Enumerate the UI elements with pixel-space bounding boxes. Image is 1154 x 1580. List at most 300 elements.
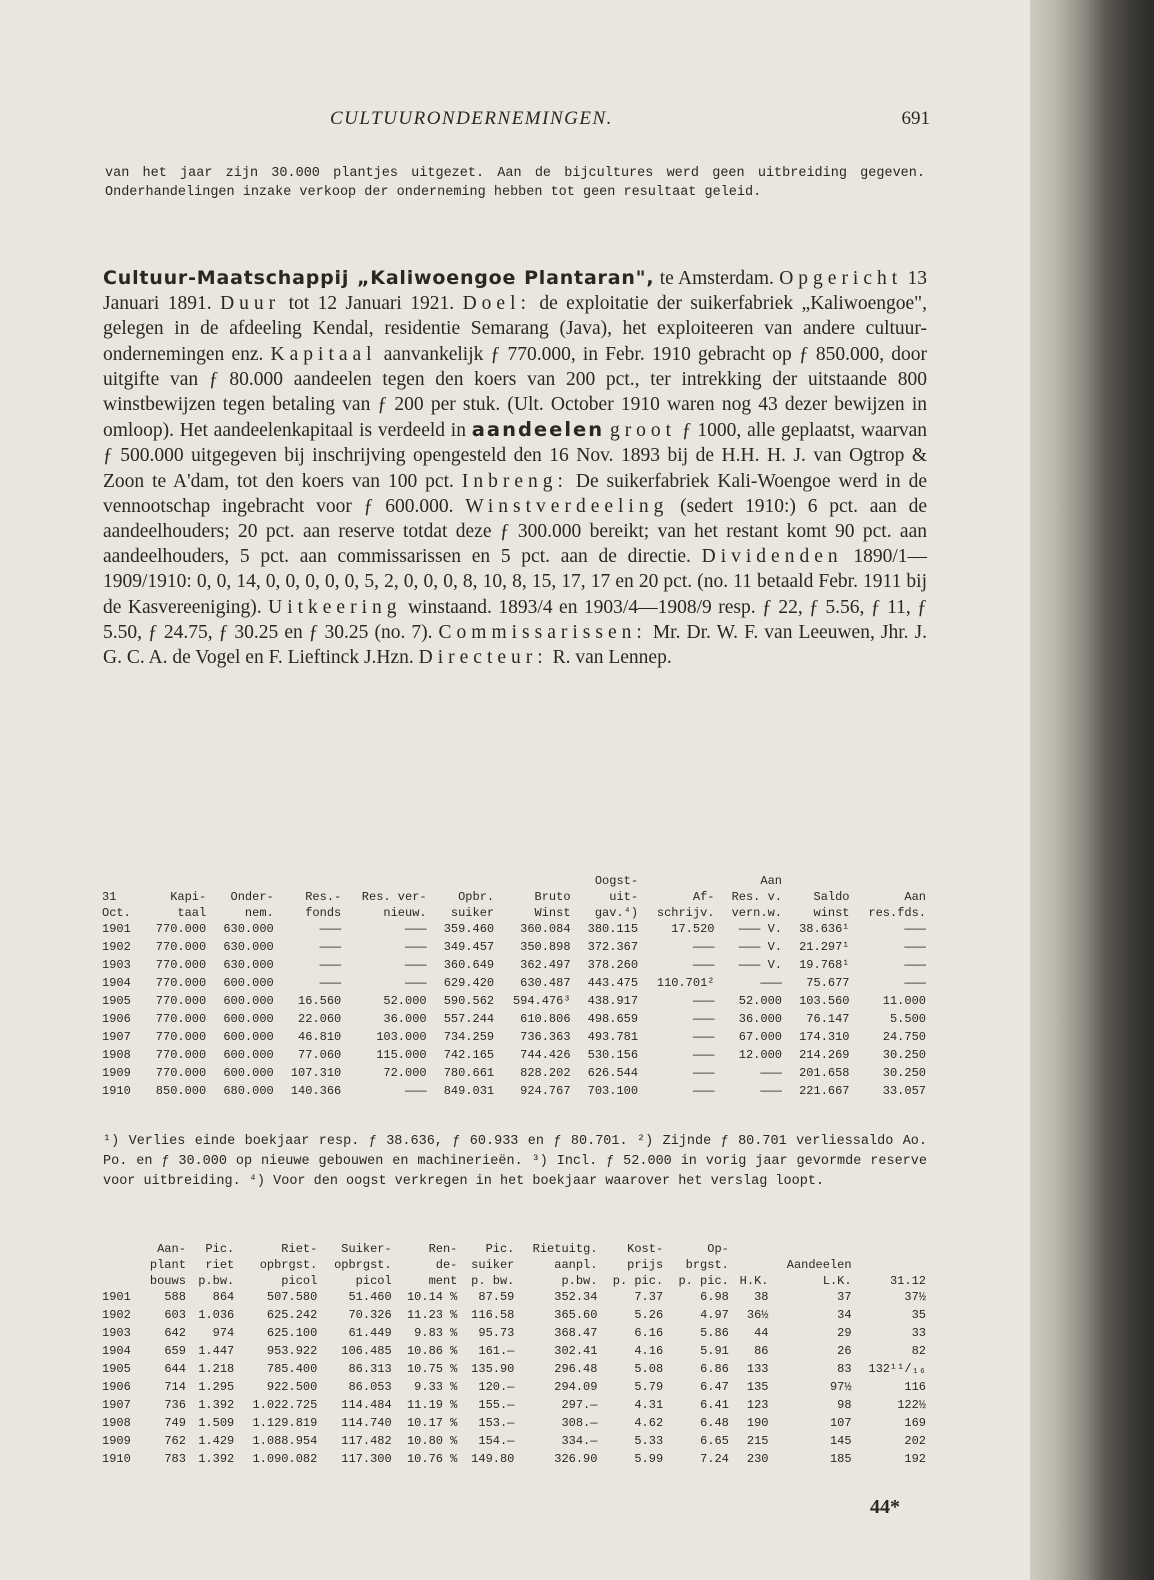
table-cell: 644 [164, 1362, 186, 1376]
column-header: Kost- [627, 1242, 664, 1256]
table-cell: 161.— [478, 1344, 515, 1358]
table-cell: ——— [904, 940, 926, 954]
table-cell: 4.31 [634, 1398, 664, 1412]
table-cell: 116 [904, 1380, 926, 1394]
table-cell: 24.750 [882, 1030, 926, 1044]
year-cell: 1906 [102, 1380, 131, 1394]
column-header: brgst. [685, 1258, 729, 1272]
table-row [100, 1306, 928, 1324]
column-header [640, 872, 716, 888]
table-cell: 749 [164, 1416, 186, 1430]
table-cell: ——— [692, 940, 715, 954]
table-cell: 11.19 % [406, 1398, 458, 1412]
table-cell: 135.90 [471, 1362, 515, 1376]
column-header: prijs [627, 1258, 664, 1272]
table-cell: 10.86 % [406, 1344, 458, 1358]
table-row [100, 1450, 928, 1468]
table-cell: 36½ [746, 1308, 769, 1322]
column-header: p. pic. [678, 1274, 729, 1288]
table-cell: ——— [904, 958, 926, 972]
column-header [731, 1256, 771, 1272]
table-cell: ——— [405, 940, 427, 954]
article-text: R. van Lennep. [547, 647, 672, 669]
table-cell: 849.031 [443, 1084, 495, 1098]
table-cell: 742.165 [443, 1048, 495, 1062]
table-cell: 625.242 [266, 1308, 318, 1322]
table-cell: ——— [319, 958, 342, 972]
table-row [100, 1432, 928, 1450]
table-cell: 115.000 [376, 1048, 427, 1062]
keyword-commissarissen: Commissarissen: [438, 621, 647, 643]
column-header: picol [355, 1274, 392, 1288]
table-row [100, 1414, 928, 1432]
company-article [103, 266, 927, 670]
table-cell: 378.260 [587, 958, 639, 972]
table-cell: 770.000 [155, 958, 207, 972]
table-cell: 7.24 [700, 1452, 729, 1466]
header-row [100, 872, 928, 888]
year-cell: 1904 [102, 976, 131, 990]
table-cell: 201.658 [799, 1066, 850, 1080]
table-cell: 140.366 [290, 1084, 342, 1098]
table-cell: ——— V. [738, 958, 782, 972]
table-row [100, 1342, 928, 1360]
table-cell: 114.484 [341, 1398, 392, 1412]
table-cell: 770.000 [155, 922, 207, 936]
table-cell: 590.562 [443, 994, 495, 1008]
table-cell: 365.60 [554, 1308, 598, 1322]
table-cell: 783 [164, 1452, 186, 1466]
column-header: Res. v. [731, 890, 782, 904]
column-header: Pic. [205, 1242, 235, 1256]
book-page-edge [1030, 0, 1154, 1580]
table-footnotes: ¹) Verlies einde boekjaar resp. ƒ 38.636, ƒ 60.933 en ƒ 80.701. ²) Zijnde ƒ 80.701 verliessaldo Ao. Po. en ƒ 30.000 op nieuwe gebouwen en machinerieën. ³) Incl. ƒ 52.000 in vorig jaar gevormde reserve voor uitbreiding. ⁴) Voor den oogst verkregen in het boekjaar waarover het verslag loopt. [103, 1134, 927, 1189]
table-cell: 117.482 [341, 1434, 392, 1448]
table-cell: 83 [837, 1362, 852, 1376]
column-header [770, 1240, 853, 1256]
column-header: Riet- [281, 1242, 318, 1256]
table-cell: 1.392 [198, 1452, 235, 1466]
table-cell: 34 [837, 1308, 852, 1322]
table-cell: 22.060 [298, 1012, 342, 1026]
table-cell: 1.509 [198, 1416, 235, 1430]
table-cell: 368.47 [554, 1326, 598, 1340]
column-header: Kapi- [170, 890, 207, 904]
table-cell: ——— [692, 1066, 715, 1080]
column-header: Oct. [102, 906, 131, 920]
column-header: L.K. [822, 1274, 852, 1288]
table-cell: 12.000 [738, 1048, 782, 1062]
table-cell: 744.426 [520, 1048, 571, 1062]
table-cell: 6.48 [700, 1416, 729, 1430]
table-cell: 5.26 [634, 1308, 664, 1322]
table-cell: 785.400 [266, 1362, 318, 1376]
table-cell: 1.090.082 [252, 1452, 318, 1466]
table-cell: 5.99 [634, 1452, 664, 1466]
table-cell: 360.649 [443, 958, 495, 972]
table-row [100, 1396, 928, 1414]
table-cell: 110.701² [656, 976, 715, 990]
keyword-directeur: Directeur: [418, 647, 548, 669]
table-cell: 770.000 [155, 1066, 207, 1080]
table-cell: 185 [829, 1452, 852, 1466]
table-cell: 1.022.725 [252, 1398, 318, 1412]
table-cell: 770.000 [155, 976, 207, 990]
column-header: Opbr. [458, 890, 495, 904]
table-cell: 36.000 [383, 1012, 427, 1026]
table-cell: ——— [904, 922, 926, 936]
table-cell: 7.37 [634, 1290, 664, 1304]
table-cell: 588 [164, 1290, 186, 1304]
table-cell: 780.661 [443, 1066, 495, 1080]
keyword-uitkeering: Uitkeering [268, 596, 402, 618]
table-cell: 600.000 [223, 1030, 274, 1044]
table-cell: 86 [754, 1344, 769, 1358]
table-row [100, 1324, 928, 1342]
column-header: gav.⁴) [594, 906, 639, 920]
table-cell: 864 [212, 1290, 235, 1304]
table-cell: ——— [319, 940, 342, 954]
keyword-inbreng: Inbreng: [461, 470, 568, 492]
table-cell: 5.500 [889, 1012, 926, 1026]
table-cell: 372.367 [587, 940, 639, 954]
column-header: schrijv. [656, 906, 715, 920]
column-header: p.bw. [198, 1274, 235, 1288]
column-header: opbrgst. [259, 1258, 318, 1272]
table-cell: 630.000 [223, 958, 274, 972]
table-cell: ——— [760, 1066, 782, 1080]
table-cell: 202 [904, 1434, 926, 1448]
table-cell: 114.740 [341, 1416, 392, 1430]
table-cell: 1.218 [198, 1362, 235, 1376]
table-cell: 770.000 [155, 1048, 207, 1062]
table-cell: 594.476³ [512, 994, 571, 1008]
column-header [100, 1240, 140, 1256]
year-cell: 1910 [102, 1452, 131, 1466]
column-header: riet [205, 1258, 235, 1272]
table-cell: 297.— [561, 1398, 598, 1412]
column-header: Res. ver- [361, 890, 427, 904]
table-cell: ——— [692, 1084, 715, 1098]
table-cell: 107 [829, 1416, 852, 1430]
table-cell: 498.659 [587, 1012, 639, 1026]
table-cell: 828.202 [520, 1066, 571, 1080]
column-header: suiker [450, 906, 495, 920]
table-cell: 5.91 [700, 1344, 729, 1358]
table-cell: 326.90 [554, 1452, 598, 1466]
article-text: 13 Januari 1891. [103, 268, 927, 315]
table-cell: 922.500 [266, 1380, 318, 1394]
table-cell: 21.297¹ [799, 940, 850, 954]
column-header: uit- [609, 890, 639, 904]
table-cell: 98 [837, 1398, 852, 1412]
table-row [100, 992, 928, 1010]
table-cell: 33 [911, 1326, 926, 1340]
table-cell: 630.487 [520, 976, 571, 990]
table-cell: 6.86 [700, 1362, 729, 1376]
table-cell: ——— [405, 1084, 427, 1098]
table-cell: 659 [164, 1344, 186, 1358]
table-row [100, 1028, 928, 1046]
table-cell: 736.363 [520, 1030, 571, 1044]
table-cell: ——— [692, 1030, 715, 1044]
article-text: (sedert 1910:) 6 pct. aan de aandeelhouders; 20 pct. aan reserve totdat deze ƒ 300.000 bereikt; van het restant komt 90 pct. aan aandeelhouders, 5 pct. aan commissarissen en 5 pct. aan de directie. [103, 495, 927, 568]
year-cell: 1907 [102, 1030, 131, 1044]
table-cell: 630.000 [223, 922, 274, 936]
running-title: CULTUURONDERNEMINGEN. [330, 108, 613, 129]
column-header [731, 1240, 771, 1256]
column-header: vern.w. [731, 906, 782, 920]
table-cell: 603 [164, 1308, 186, 1322]
table-cell: 308.— [561, 1416, 598, 1430]
column-header: nieuw. [383, 906, 427, 920]
table-cell: 106.485 [341, 1344, 392, 1358]
table-row [100, 920, 928, 938]
table-row [100, 1046, 928, 1064]
table-cell: 169 [904, 1416, 926, 1430]
column-header [100, 1272, 140, 1288]
table-cell: 5.08 [634, 1362, 664, 1376]
keyword-opgericht: Opgericht [779, 268, 903, 289]
keyword-aandeelen: aandeelen [471, 418, 605, 442]
table-cell: 1.392 [198, 1398, 235, 1412]
table-cell: 75.677 [806, 976, 850, 990]
table-cell: 4.97 [700, 1308, 729, 1322]
year-cell: 1909 [102, 1434, 131, 1448]
table-cell: 703.100 [587, 1084, 639, 1098]
column-header: Aandeelen [786, 1258, 852, 1272]
column-header [496, 872, 572, 888]
column-header: suiker [471, 1258, 515, 1272]
column-header: 31 [102, 890, 117, 904]
table-cell: ——— [405, 976, 427, 990]
table-cell: 974 [212, 1326, 235, 1340]
table-cell: 17.520 [671, 922, 715, 936]
table-cell: 215 [746, 1434, 769, 1448]
table-cell: 30.250 [882, 1066, 926, 1080]
table-cell: 334.— [561, 1434, 598, 1448]
table-cell: 38 [754, 1290, 769, 1304]
table-cell: 72.000 [383, 1066, 427, 1080]
table-cell: 770.000 [155, 1030, 207, 1044]
table-cell: ——— [405, 922, 427, 936]
table-cell: 116.58 [471, 1308, 515, 1322]
table-cell: 37½ [904, 1290, 926, 1304]
table-cell: 122½ [897, 1398, 926, 1412]
table-cell: 37 [837, 1290, 852, 1304]
column-header: Aan [904, 890, 926, 904]
column-header: Res.- [305, 890, 342, 904]
column-header: Rietuitg. [532, 1242, 598, 1256]
table-cell: 642 [164, 1326, 186, 1340]
table-cell: ——— [760, 1084, 782, 1098]
table-cell: 443.475 [587, 976, 639, 990]
table-cell: 953.922 [266, 1344, 318, 1358]
article-text: De suikerfabriek Kali-Woengoe werd in de vennootschap ingebracht voor ƒ 600.000. [103, 470, 927, 517]
table-cell: 1.295 [198, 1380, 235, 1394]
table-cell: 117.300 [341, 1452, 392, 1466]
table-row [100, 956, 928, 974]
header-row [100, 888, 928, 904]
table-cell: 51.460 [348, 1290, 392, 1304]
article-text: aanvankelijk ƒ 770.000, in Febr. 1910 gebracht op ƒ 850.000, door uitgifte van ƒ 80.000 aandeelen tegen den koers van 200 pct., ter intrekking der uitstaande 800 winstbewijzen tegen betaling van ƒ 200 per stuk. (Ult. October 1910 waren nog 43 dezer bewijzen in omloop). Het aandeelenkapitaal is verdeeld in [103, 343, 927, 442]
table-cell: 221.667 [799, 1084, 850, 1098]
table-cell: ——— [692, 1012, 715, 1026]
table-cell: 86.313 [348, 1362, 392, 1376]
column-header [854, 1240, 928, 1256]
column-header: Saldo [813, 890, 850, 904]
signature-mark: 44* [870, 1496, 900, 1518]
table-cell: 736 [164, 1398, 186, 1412]
article-text: te Amsterdam. [654, 268, 780, 289]
column-header: Onder- [230, 890, 274, 904]
table-cell: 29 [837, 1326, 852, 1340]
year-cell: 1903 [102, 958, 131, 972]
table-cell: 97½ [829, 1380, 852, 1394]
column-header [100, 1256, 140, 1272]
article-text: 1890/1—1909/1910: 0, 0, 14, 0, 0, 0, 0, 0, 5, 2, 0, 0, 0, 8, 10, 8, 15, 17, 17 en 20 pct. (no. 11 betaald Febr. 1911 bij de Kasvereeniging). [103, 546, 928, 618]
table-cell: 610.806 [520, 1012, 571, 1026]
table-cell: 362.497 [520, 958, 571, 972]
table-cell: 132¹¹/₁₆ [868, 1362, 926, 1376]
table-cell: 6.98 [700, 1290, 729, 1304]
table-cell: 10.75 % [406, 1362, 458, 1376]
table-cell: 19.768¹ [799, 958, 850, 972]
table-cell: 87.59 [478, 1290, 515, 1304]
column-header [343, 872, 428, 888]
year-cell: 1903 [102, 1326, 131, 1340]
running-head [100, 108, 930, 138]
year-cell: 1902 [102, 1308, 131, 1322]
table-row [100, 974, 928, 992]
table-cell: 70.326 [348, 1308, 392, 1322]
column-header [208, 872, 276, 888]
table-cell: 190 [746, 1416, 769, 1430]
column-header: Aan [760, 874, 782, 888]
table-cell: 770.000 [155, 940, 207, 954]
column-header: winst [813, 906, 850, 920]
column-header: Ren- [428, 1242, 458, 1256]
table-cell: 52.000 [738, 994, 782, 1008]
column-header: taal [177, 906, 207, 920]
table-cell: 438.917 [587, 994, 639, 1008]
column-header: Bruto [534, 890, 571, 904]
year-cell: 1908 [102, 1416, 131, 1430]
table-cell: ——— [760, 976, 782, 990]
table-cell: 103.000 [376, 1030, 427, 1044]
table-cell: 77.060 [298, 1048, 342, 1062]
table-cell: 16.560 [298, 994, 342, 1008]
table-cell: 5.79 [634, 1380, 664, 1394]
table-cell: 507.580 [266, 1290, 318, 1304]
keyword-kapitaal: Kapitaal [270, 343, 377, 365]
table-cell: 230 [746, 1452, 769, 1466]
column-header: Op- [707, 1242, 729, 1256]
page-number: 691 [901, 108, 930, 129]
column-header: bouws [149, 1274, 186, 1288]
table-cell: 352.34 [554, 1290, 598, 1304]
table-cell: 1.447 [198, 1344, 235, 1358]
column-header: Af- [692, 890, 715, 904]
table-cell: 36.000 [738, 1012, 782, 1026]
table-cell: 1.036 [198, 1308, 235, 1322]
year-cell: 1905 [102, 994, 131, 1008]
table-cell: 103.560 [799, 994, 850, 1008]
table-cell: 123 [746, 1398, 769, 1412]
header-row [100, 1240, 928, 1256]
table-cell: 135 [746, 1380, 769, 1394]
column-header: nem. [244, 906, 274, 920]
table-cell: 154.— [478, 1434, 515, 1448]
table-cell: 5.86 [700, 1326, 729, 1340]
table-row [100, 1010, 928, 1028]
table-cell: ——— V. [738, 922, 782, 936]
table-cell: ——— [319, 922, 342, 936]
column-header: Suiker- [341, 1242, 392, 1256]
year-cell: 1908 [102, 1048, 131, 1062]
table-cell: 153.— [478, 1416, 515, 1430]
table-cell: 46.810 [298, 1030, 342, 1044]
table-cell: ——— [405, 958, 427, 972]
table-cell: 9.33 % [414, 1380, 458, 1394]
column-header: opbrgst. [334, 1258, 392, 1272]
column-header [429, 872, 497, 888]
table-cell: 44 [754, 1326, 769, 1340]
table-cell: 155.— [478, 1398, 515, 1412]
table-cell: 600.000 [223, 1012, 274, 1026]
year-cell: 1905 [102, 1362, 131, 1376]
table-cell: 67.000 [738, 1030, 782, 1044]
column-header: p.bw. [561, 1274, 598, 1288]
table-row [100, 1082, 928, 1100]
table-cell: 349.457 [443, 940, 495, 954]
column-header: picol [281, 1274, 318, 1288]
year-cell: 1906 [102, 1012, 131, 1026]
column-header: aanpl. [554, 1258, 598, 1272]
year-cell: 1902 [102, 940, 131, 954]
table-cell: 10.17 % [406, 1416, 458, 1430]
table-cell: 630.000 [223, 940, 274, 954]
year-cell: 1901 [102, 1290, 131, 1304]
table-cell: 214.269 [799, 1048, 850, 1062]
table-cell: 9.83 % [414, 1326, 458, 1340]
column-header: Oogst- [594, 874, 639, 888]
column-header [784, 872, 852, 888]
table-cell: 734.259 [443, 1030, 495, 1044]
table-row [100, 1360, 928, 1378]
column-header: Pic. [485, 1242, 515, 1256]
table-cell: 52.000 [383, 994, 427, 1008]
table-row [100, 1288, 928, 1306]
table-cell: 6.65 [700, 1434, 729, 1448]
table-cell: ——— V. [738, 940, 782, 954]
header-row [100, 904, 928, 920]
column-header: res.fds. [868, 906, 926, 920]
column-header: fonds [305, 906, 342, 920]
table-row [100, 1378, 928, 1396]
column-header: p. bw. [471, 1274, 515, 1288]
table-cell: 1.088.954 [252, 1434, 318, 1448]
year-cell: 1909 [102, 1066, 131, 1080]
table-cell: 770.000 [155, 1012, 207, 1026]
table-cell: 4.16 [634, 1344, 664, 1358]
table-cell: 11.23 % [406, 1308, 458, 1322]
table-cell: 82 [911, 1344, 926, 1358]
table-cell: ——— [319, 976, 342, 990]
table-cell: 11.000 [882, 994, 926, 1008]
article-text: Mr. Dr. W. F. van Leeuwen, Jhr. J. G. C. A. de Vogel en F. Lieftinck J.Hzn. [103, 621, 927, 669]
table-cell: 6.41 [700, 1398, 729, 1412]
